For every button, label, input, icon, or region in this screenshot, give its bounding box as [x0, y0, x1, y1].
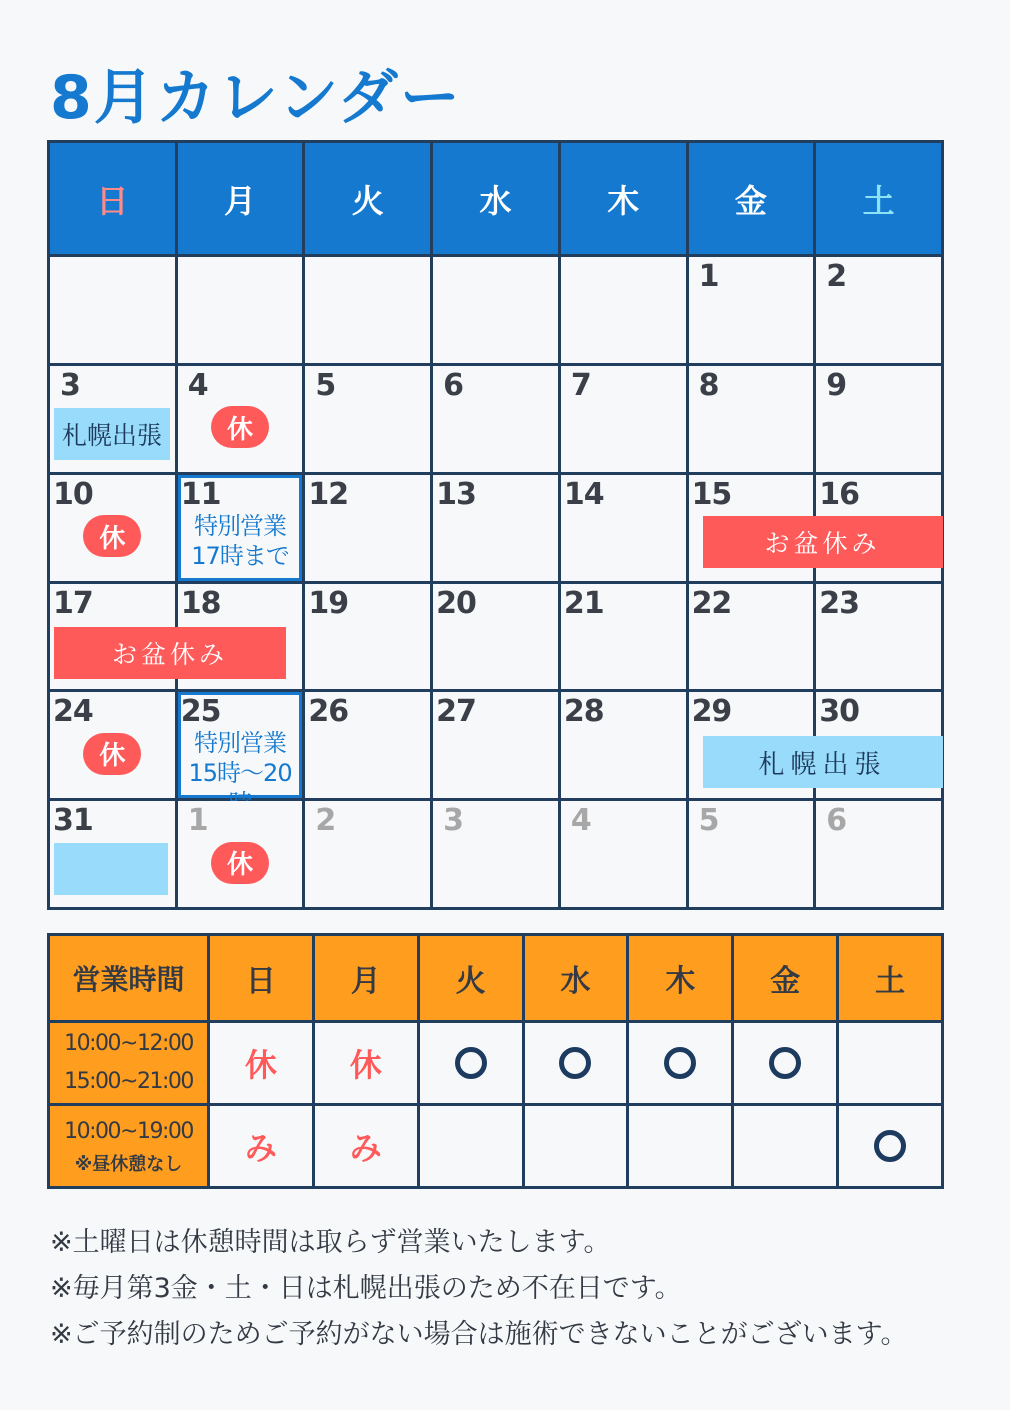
day-number: 4	[187, 367, 208, 403]
day-cell	[50, 475, 175, 581]
day-number: 3	[60, 367, 80, 403]
hours-cell	[525, 1106, 627, 1186]
day-number: 9	[826, 367, 847, 403]
day-cell	[816, 366, 941, 472]
day-number: 24	[53, 694, 93, 730]
special-business-time: 17時まで	[191, 541, 289, 570]
hours-time-1: 10:00~19:00	[64, 1119, 193, 1144]
open-circle-icon	[455, 1047, 487, 1079]
day-number: 5	[698, 803, 719, 839]
day-cell	[689, 366, 814, 472]
hours-row-time	[50, 1023, 207, 1103]
holiday-badge: 休	[83, 733, 141, 775]
hours-cell	[734, 1023, 836, 1103]
hours-cell	[839, 1106, 941, 1186]
day-cell	[50, 692, 175, 798]
day-number: 20	[436, 585, 476, 621]
note-line: ※ご予約制のためご予約がない場合は施術できないことがございます。	[50, 1319, 908, 1350]
hours-note: ※昼休憩なし	[74, 1154, 183, 1175]
day-cell	[561, 584, 686, 690]
day-number: 29	[691, 694, 732, 730]
hours-time-2: 15:00~21:00	[64, 1069, 193, 1094]
day-cell-next-month	[561, 801, 686, 907]
hours-cell	[315, 1106, 417, 1186]
hours-cell	[734, 1106, 836, 1186]
day-cell-empty	[305, 257, 430, 363]
day-cell	[305, 692, 430, 798]
closed-mark: み	[244, 1129, 277, 1167]
day-cell	[305, 475, 430, 581]
day-number: 10	[53, 476, 93, 512]
hours-weekday-wed: 水	[525, 936, 627, 1020]
day-number: 21	[563, 585, 604, 621]
day-cell-next-month	[433, 801, 558, 907]
hours-row-time	[50, 1106, 207, 1186]
calendar-grid	[47, 140, 944, 910]
special-business-time: 15時〜20	[188, 759, 292, 788]
day-cell	[433, 584, 558, 690]
day-number: 1	[187, 803, 208, 839]
day-cell	[561, 366, 686, 472]
hours-time-1: 10:00~12:00	[64, 1031, 193, 1056]
closed-mark: 休	[244, 1046, 277, 1084]
page-title: 8月カレンダー	[50, 63, 462, 133]
hours-cell	[629, 1023, 731, 1103]
day-number: 4	[570, 803, 591, 839]
hours-weekday-fri: 金	[734, 936, 836, 1020]
day-number: 12	[308, 476, 349, 512]
blank-trip-box	[54, 843, 168, 895]
note-line: ※土曜日は休憩時間は取らず営業いたします。	[50, 1227, 611, 1258]
day-cell	[305, 584, 430, 690]
day-cell	[50, 801, 175, 907]
day-number: 5	[315, 367, 336, 403]
day-number: 22	[691, 585, 732, 621]
hours-cell	[839, 1023, 941, 1103]
day-cell-next-month	[178, 801, 303, 907]
day-number: 14	[563, 476, 604, 512]
open-circle-icon	[559, 1047, 591, 1079]
day-number: 30	[819, 694, 860, 730]
day-number: 3	[443, 803, 464, 839]
special-business-note	[178, 511, 303, 571]
hours-weekday-thu: 木	[629, 936, 731, 1020]
notes	[50, 1220, 907, 1358]
day-cell	[305, 366, 430, 472]
day-number: 2	[315, 803, 336, 839]
note-line: ※毎月第3金・土・日は札幌出張のため不在日です。	[50, 1273, 682, 1304]
hours-weekday-sun: 日	[210, 936, 312, 1020]
day-number: 16	[819, 476, 860, 512]
special-day-cell	[178, 692, 303, 798]
holiday-badge: 休	[211, 406, 269, 448]
day-number: 25	[180, 694, 221, 730]
hours-cell	[420, 1023, 522, 1103]
open-circle-icon	[769, 1047, 801, 1079]
day-number: 18	[180, 585, 221, 621]
day-cell	[561, 475, 686, 581]
hours-cell	[210, 1106, 312, 1186]
weekday-thu: 木	[561, 143, 686, 254]
weekday-sat: 土	[816, 143, 941, 254]
weekday-sun: 日	[50, 143, 175, 254]
day-cell	[50, 366, 175, 472]
day-number: 26	[308, 694, 349, 730]
weekday-mon: 月	[178, 143, 303, 254]
open-circle-icon	[664, 1047, 696, 1079]
day-number: 17	[53, 585, 93, 621]
closed-mark: み	[349, 1129, 382, 1167]
day-cell-empty	[561, 257, 686, 363]
sapporo-trip-bar: 札幌出張	[703, 736, 943, 788]
obon-holiday-bar: お盆休み	[703, 516, 943, 568]
weekday-wed: 水	[433, 143, 558, 254]
hours-cell	[525, 1023, 627, 1103]
day-number: 6	[826, 803, 847, 839]
closed-mark: 休	[349, 1046, 382, 1084]
day-number: 15	[691, 476, 732, 512]
day-cell	[689, 584, 814, 690]
holiday-badge: 休	[211, 842, 269, 884]
weekday-tue: 火	[305, 143, 430, 254]
day-cell	[433, 366, 558, 472]
hours-weekday-mon: 月	[315, 936, 417, 1020]
day-cell	[433, 692, 558, 798]
hours-cell	[315, 1023, 417, 1103]
special-day-cell	[178, 475, 303, 581]
obon-holiday-bar: お盆休み	[54, 627, 286, 679]
sapporo-trip-label: 札幌出張	[54, 408, 170, 460]
day-cell	[816, 584, 941, 690]
day-number: 27	[436, 694, 476, 730]
day-cell-next-month	[305, 801, 430, 907]
day-number: 2	[826, 259, 847, 294]
day-number: 13	[436, 476, 476, 512]
day-number: 19	[308, 585, 349, 621]
day-number: 1	[698, 259, 719, 294]
day-number: 23	[819, 585, 860, 621]
day-cell	[433, 475, 558, 581]
hours-header-label: 営業時間	[50, 936, 207, 1020]
special-business-label: 特別営業	[194, 729, 287, 758]
day-number: 7	[570, 367, 591, 403]
day-number: 28	[563, 694, 604, 730]
hours-weekday-sat: 土	[839, 936, 941, 1020]
day-number: 8	[698, 367, 719, 403]
day-cell-empty	[178, 257, 303, 363]
day-cell-next-month	[816, 801, 941, 907]
hours-weekday-tue: 火	[420, 936, 522, 1020]
business-hours-table	[47, 933, 944, 1189]
day-cell	[561, 692, 686, 798]
weekday-fri: 金	[689, 143, 814, 254]
day-number: 11	[180, 476, 221, 512]
day-cell	[689, 257, 814, 363]
hours-cell	[210, 1023, 312, 1103]
day-cell	[816, 257, 941, 363]
day-cell	[178, 366, 303, 472]
day-cell-next-month	[689, 801, 814, 907]
day-cell-empty	[50, 257, 175, 363]
special-business-label: 特別営業	[194, 511, 287, 540]
hours-cell	[629, 1106, 731, 1186]
hours-cell	[420, 1106, 522, 1186]
day-number: 6	[443, 367, 464, 403]
day-number: 31	[53, 803, 93, 839]
day-cell-empty	[433, 257, 558, 363]
holiday-badge: 休	[83, 515, 141, 557]
open-circle-icon	[874, 1130, 906, 1162]
